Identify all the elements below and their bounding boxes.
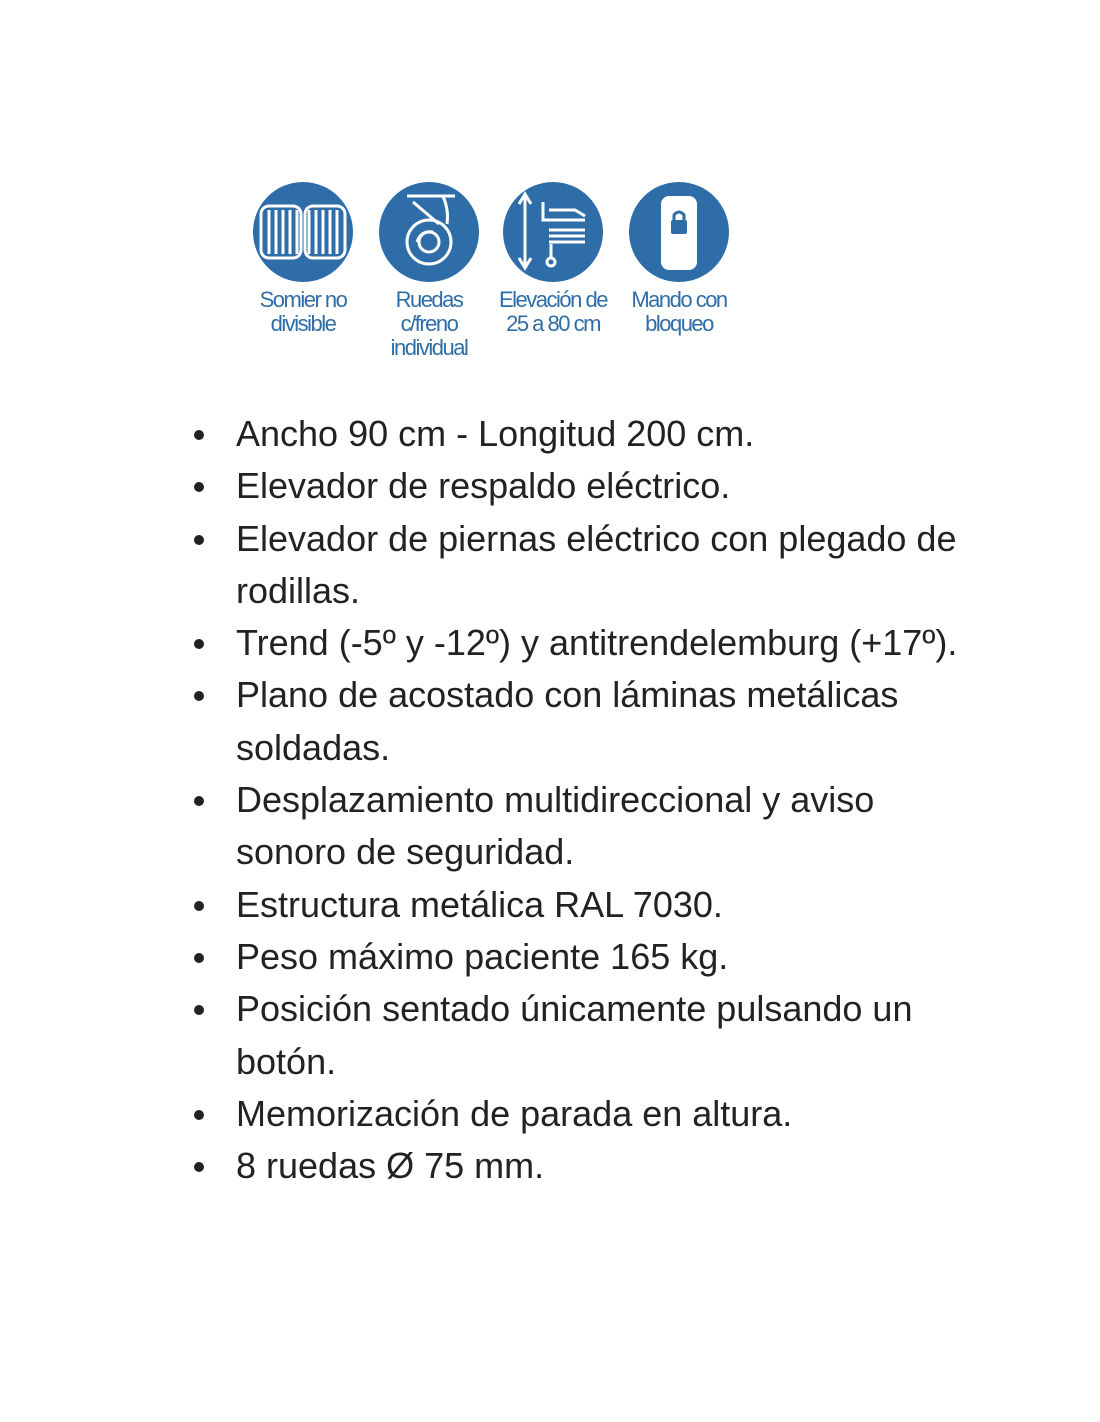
spec-text: Peso máximo paciente 165 kg. [236, 935, 729, 977]
spec-text: Estructura metálica RAL 7030. [236, 883, 723, 925]
bullet-icon [194, 1110, 204, 1120]
bullet-icon [194, 691, 204, 701]
spec-text: Desplazamiento multidireccional y aviso sonoro de seguridad. [236, 779, 875, 873]
spec-item [186, 408, 966, 460]
spec-item [186, 983, 966, 1088]
spec-item [186, 460, 966, 512]
spec-text: Elevador de piernas eléctrico con plegado de rodillas. [236, 517, 957, 611]
spec-list [186, 408, 966, 1192]
feature-icons-row [238, 180, 758, 370]
spec-item [186, 669, 966, 774]
bullet-icon [194, 901, 204, 911]
feature-label: Elevación de 25 a 80 cm [499, 287, 607, 336]
spec-text: Elevador de respaldo eléctrico. [236, 465, 731, 507]
spec-item [186, 931, 966, 983]
feature-somier [238, 180, 368, 336]
bullet-icon [194, 796, 204, 806]
bullet-icon [194, 1005, 204, 1015]
feature-ruedas [364, 180, 494, 360]
bullet-icon [194, 1162, 204, 1172]
mattress-slats-icon [251, 180, 355, 284]
feature-label: Mando con bloqueo [631, 287, 727, 336]
feature-label: Somier no divisible [259, 287, 347, 336]
lock-remote-icon [627, 180, 731, 284]
feature-mando [614, 180, 744, 336]
spec-text: Ancho 90 cm - Longitud 200 cm. [236, 413, 755, 454]
feature-label: Ruedas c/freno individual [390, 287, 468, 360]
spec-text: Posición sentado únicamente pulsando un botón. [236, 988, 913, 1082]
caster-wheel-icon [377, 180, 481, 284]
spec-item [186, 617, 966, 669]
bullet-icon [194, 953, 204, 963]
spec-text: Plano de acostado con láminas metálicas soldadas. [236, 674, 899, 768]
bullet-icon [194, 430, 204, 440]
bullet-icon [194, 639, 204, 649]
spec-text: Trend (-5º y -12º) y antitrendelemburg (+17º). [236, 622, 958, 664]
spec-text: 8 ruedas Ø 75 mm. [236, 1145, 545, 1187]
spec-text: Memorización de parada en altura. [236, 1092, 793, 1134]
height-elevation-icon [501, 180, 605, 284]
spec-item [186, 1088, 966, 1140]
bullet-icon [194, 535, 204, 545]
feature-elevacion [488, 180, 618, 336]
spec-item [186, 513, 966, 618]
spec-item [186, 879, 966, 931]
spec-item [186, 774, 966, 879]
spec-item [186, 1140, 966, 1192]
bullet-icon [194, 482, 204, 492]
